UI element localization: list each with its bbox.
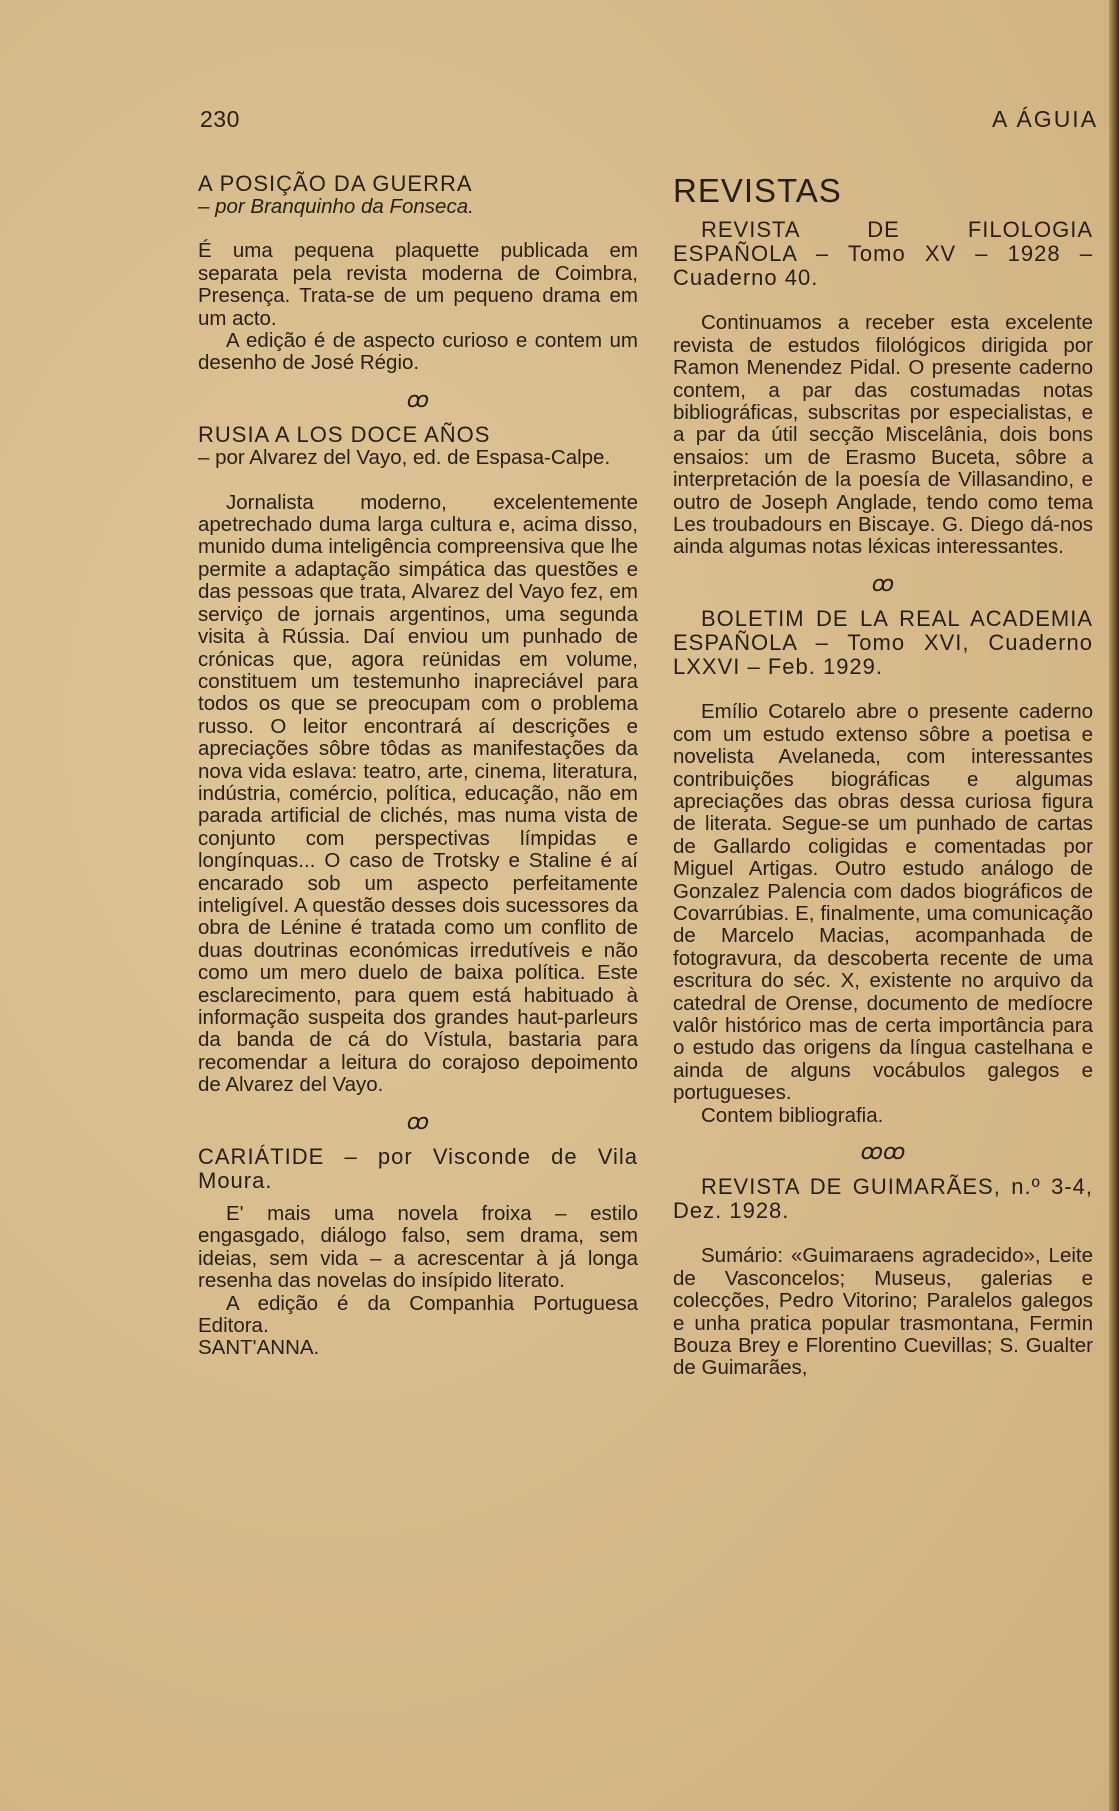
review-title-cariatide: CARIÁTIDE – por Visconde de Vila Moura. bbox=[198, 1144, 638, 1194]
periodical-title-filologia: REVISTA DE FILOLOGIA ESPAÑOLA – Tomo XV – 1928 – Cuaderno 40. bbox=[673, 217, 1093, 291]
review-byline-posicao: – por Branquinho da Fonseca. bbox=[198, 195, 474, 218]
review-body-posicao-2: A edição é de aspecto curioso e contem um desenho de José Régio. bbox=[198, 329, 638, 375]
page-number: 230 bbox=[200, 106, 240, 132]
review-title-rusia: RUSIA A LOS DOCE AÑOS bbox=[198, 422, 491, 448]
periodical-body-guimaraes: Sumário: «Guimaraens agradecido», Leite de Vasconcelos; Museus, galerias e colecções, Pedro Vitorino; Paralelos galegos e unha pratica popular trasmontana, Fermin Bouza Brey e Florentino Cuevillas; S. Gualter de Guimarães, bbox=[673, 1244, 1093, 1380]
section-title-revistas: REVISTAS bbox=[673, 172, 842, 209]
ornament-divider: ꝏꝏ bbox=[860, 1139, 906, 1164]
periodical-title-boletim: BOLETIM DE LA REAL ACADEMIA ESPAÑOLA – Tomo XVI, Cuaderno LXXVI – Feb. 1929. bbox=[673, 606, 1093, 680]
review-body-rusia: Jornalista moderno, excelentemente apetrechado duma larga cultura e, acima disso, munido duma inteligência compreensiva que lhe permite a adaptação simpática das questões e das pessoas que trata, Alvarez del Vayo fez, em serviço de jornais argentinos, uma segunda visita à Rússia. Daí enviou um punhado de crónicas que, agora reünidas em volume, constituem um testemunho inapreciável para todos os que se preocupam com o problema russo. O leitor encontrará aí descrições e apreciações sôbre tôdas as manifestações da nova vida eslava: teatro, arte, cinema, literatura, indústria, comércio, política, educação, não em parada artificial de clichés, mas numa vista de conjunto com perspectivas límpidas e longínquas... O caso de Trotsky e Staline é aí encarado sob um aspecto perfeitamente inteligível. A questão desses dois sucessores da obra de Lénine é tratada como um conflito de duas doutrinas económicas irredutíveis e não como um mero duelo de baixa política. Este esclarecimento, para quem está habituado à informação suspeita dos grandes haut-parleurs da banda de cá do Vístula, bastaria para recomendar a leitura do corajoso depoimento de Alvarez del Vayo. bbox=[198, 490, 638, 1097]
ornament-divider: ꝏ bbox=[871, 570, 895, 596]
review-body-cariatide-1: E' mais uma novela froixa – estilo engasgado, diálogo falso, sem drama, sem ideias, sem vida – a acrescentar à já longa resenha das novelas do insípido literato. bbox=[198, 1202, 638, 1293]
right-column bbox=[673, 172, 1093, 1380]
periodical-body-filologia: Continuamos a receber esta excelente revista de estudos filológicos dirigida por Ramon Menendez Pidal. O presente caderno contem, a par das costumadas notas bibliográficas, subscritas por especialistas, e a par da útil secção Miscelânia, dois bons ensaios: um de Erasmo Buceta, sôbre a interpretación de la poesía de Villasandino, e outro de Joseph Anglade, tendo como tema Les troubadours en Biscaye. G. Diego dá-nos ainda algumas notas léxicas interessantes. bbox=[673, 311, 1093, 559]
review-body-posicao-1: É uma pequena plaquette publicada em separata pela revista moderna de Coimbra, Presença. Trata-se de um pequeno drama em um acto. bbox=[198, 239, 638, 330]
review-body-cariatide-2: A edição é da Companhia Portuguesa Editora. bbox=[198, 1291, 638, 1338]
periodical-body-boletim-2: Contem bibliografia. bbox=[701, 1103, 884, 1127]
periodical-body-boletim-1: Emílio Cotarelo abre o presente caderno com um estudo extenso sôbre a poetisa e novelista Avelaneda, com interessantes contribuições biográficas e algumas apreciações das obras dessa curiosa figura de literata. Segue-se um punhado de cartas de Gallardo coligidas e comentadas por Miguel Artigas. Outro estudo análogo de Gonzalez Palencia com dados biográficos de Covarrúbias. E, finalmente, uma comunicação de Marcelo Macias, acompanhada de fotogravura, da descoberta recente de uma escritura do séc. X, existente no arquivo da catedral de Orense, documento de medíocre valôr histórico mas de certa importância para o estudo das origens da língua castelhana e ainda de alguns vocábulos galegos e portugueses. bbox=[673, 700, 1093, 1105]
review-title-posicao: A POSIÇÃO DA GUERRA bbox=[198, 171, 473, 196]
review-byline-rusia: – por Alvarez del Vayo, ed. de Espasa-Calpe. bbox=[198, 446, 611, 470]
ornament-divider: ꝏ bbox=[406, 386, 430, 412]
left-column bbox=[198, 172, 638, 1360]
page-edge-shadow bbox=[1109, 0, 1119, 1811]
running-head-journal: A ÁGUIA bbox=[992, 106, 1099, 132]
review-signature: SANT'ANNA. bbox=[198, 1336, 320, 1360]
ornament-divider: ꝏ bbox=[406, 1108, 430, 1134]
periodical-title-guimaraes: REVISTA DE GUIMARÃES, n.º 3-4, Dez. 1928. bbox=[673, 1174, 1093, 1224]
